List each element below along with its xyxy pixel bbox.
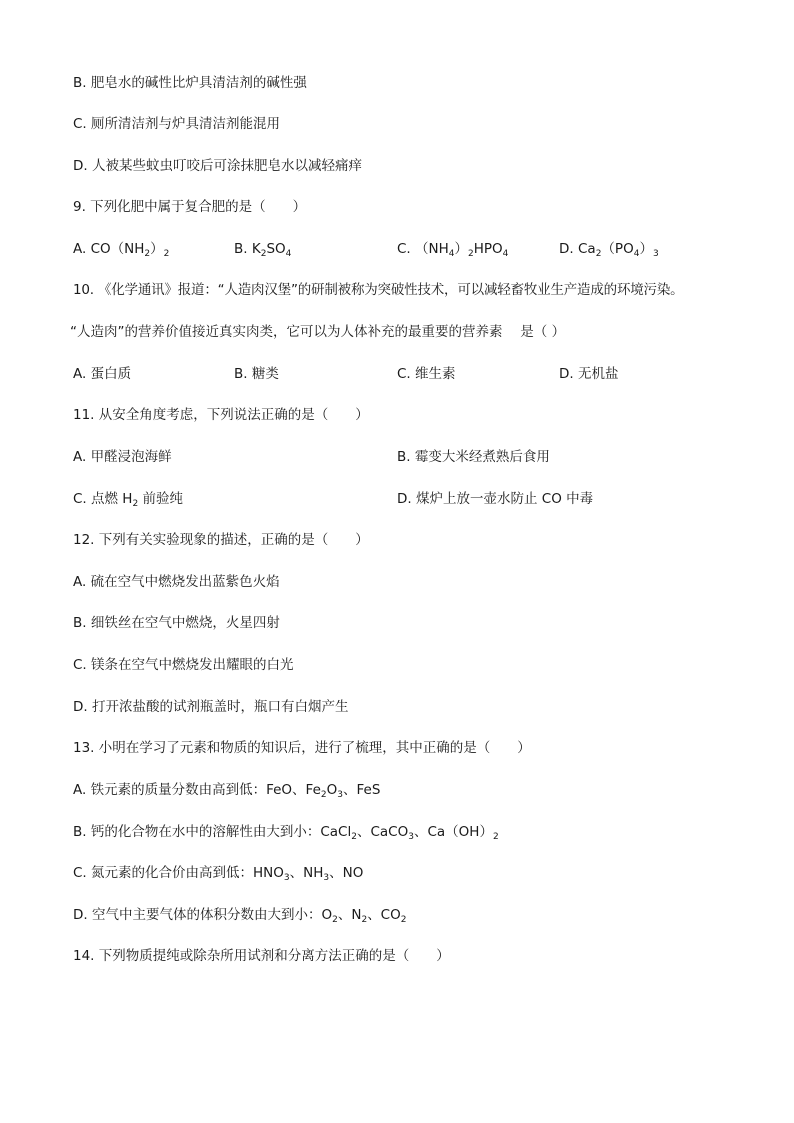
q10-option-d: D. 无机盐	[559, 366, 619, 382]
q10-stem-line2: “人造肉”的营养价值接近真实肉类，它可以为人体补充的最重要的营养素 是（ ）	[70, 324, 566, 340]
q9-option-c: C. $(NH_4)_2HPO_4$	[397, 241, 509, 259]
q9-options	[0, 239, 794, 259]
q10-option-c: C. 维生素	[397, 366, 456, 382]
q8-option-d: D. 人被某些蚊虫叮咬后可涂抹肥皂水以减轻痛痒	[73, 158, 362, 174]
q11-stem: 11. 从安全角度考虑，下列说法正确的是（ ）	[73, 407, 369, 423]
q12-stem: 12. 下列有关实验现象的描述，正确的是（ ）	[73, 532, 369, 548]
q11-options-row2	[0, 489, 794, 509]
q11-option-b: B. 霉变大米经煮熟后食用	[397, 449, 550, 465]
q14-stem: 14. 下列物质提纯或除杂所用试剂和分离方法正确的是（ ）	[73, 948, 450, 964]
q13-option-b: B. 钙的化合物在水中的溶解性由大到小：CaCl$_2$、CaCO$_3$、$Ca(OH)_2$	[73, 824, 499, 842]
q10-option-a: A. 蛋白质	[73, 366, 132, 382]
q12-option-b: B. 细铁丝在空气中燃烧，火星四射	[73, 615, 280, 631]
q10-stem-line1: 10. 《化学通讯》报道：“人造肉汉堡”的研制被称为突破性技术，可以减轻畜牧业生产造成的环境污染。	[73, 282, 684, 298]
q11-option-d: D. 煤炉上放一壶水防止 CO 中毒	[397, 491, 594, 507]
q8-option-c: C. 厕所清洁剂与炉具清洁剂能混用	[73, 116, 281, 132]
q11-option-a: A. 甲醛浸泡海鲜	[73, 449, 172, 465]
q9-stem: 9. 下列化肥中属于复合肥的是（ ）	[73, 199, 307, 215]
q12-option-c: C. 镁条在空气中燃烧发出耀眼的白光	[73, 657, 294, 673]
q10-option-b: B. 糖类	[234, 366, 279, 382]
q11-options-row1	[0, 447, 794, 467]
q9-option-b: B. $K_2SO_4$	[234, 241, 292, 259]
q13-option-d: D. 空气中主要气体的体积分数由大到小：$O_2$、$N_2$、$CO_2$	[73, 907, 407, 925]
q13-option-c: C. 氮元素的化合价由高到低：$HNO_3$、$NH_3$、NO	[73, 865, 364, 883]
q13-option-a: A. 铁元素的质量分数由高到低：FeO、$Fe_2O_3$、FeS	[73, 782, 381, 800]
q8-option-b: B. 肥皂水的碱性比炉具清洁剂的碱性强	[73, 75, 307, 91]
q9-option-d: D. $Ca_2(PO_4)_3$	[559, 241, 659, 259]
q11-option-c: C. 点燃 $H_2$ 前验纯	[73, 491, 183, 509]
q9-option-a: A. $CO(NH_2)_2$	[73, 241, 170, 259]
q12-option-a: A. 硫在空气中燃烧发出蓝紫色火焰	[73, 574, 280, 590]
q10-options	[0, 364, 794, 384]
q12-option-d: D. 打开浓盐酸的试剂瓶盖时，瓶口有白烟产生	[73, 699, 349, 715]
q13-stem: 13. 小明在学习了元素和物质的知识后，进行了梳理，其中正确的是（ ）	[73, 740, 531, 756]
